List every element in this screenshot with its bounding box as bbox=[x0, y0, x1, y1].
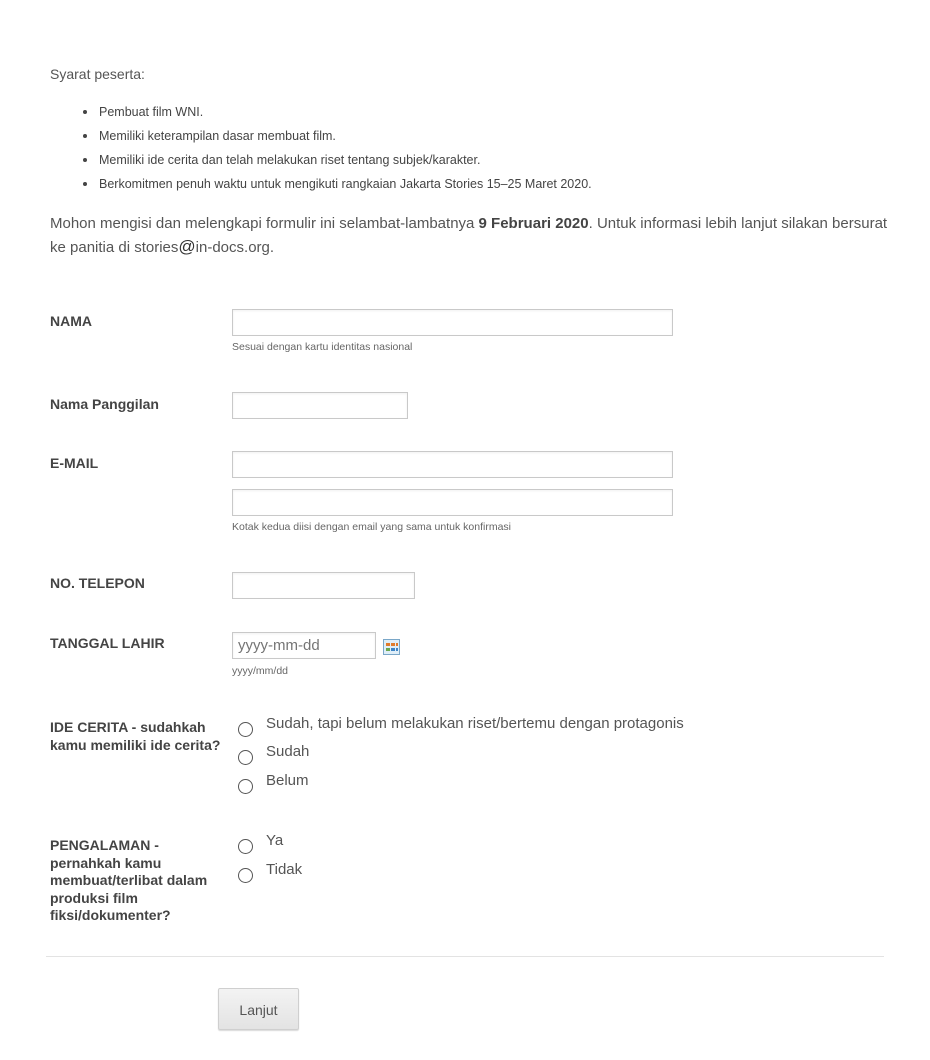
email-input[interactable] bbox=[232, 451, 673, 478]
radio-button[interactable] bbox=[238, 839, 253, 854]
at-symbol: @ bbox=[178, 237, 196, 256]
tanggal-input[interactable] bbox=[232, 632, 376, 659]
tanggal-help: yyyy/mm/dd bbox=[232, 665, 289, 677]
email-help: Kotak kedua diisi dengan email yang sama untuk konfirmasi bbox=[232, 521, 511, 533]
radio-button[interactable] bbox=[238, 750, 253, 765]
ide-option-3[interactable]: Belum bbox=[238, 772, 309, 792]
requirement-item: Pembuat film WNI. bbox=[50, 104, 592, 128]
telepon-input[interactable] bbox=[232, 572, 415, 599]
panggilan-label: Nama Panggilan bbox=[50, 396, 159, 412]
divider bbox=[46, 956, 884, 957]
radio-button[interactable] bbox=[238, 722, 253, 737]
nama-input[interactable] bbox=[232, 309, 673, 336]
requirement-item: Memiliki keterampilan dasar membuat film. bbox=[50, 128, 592, 152]
requirement-item: Memiliki ide cerita dan telah melakukan riset tentang subjek/karakter. bbox=[50, 152, 592, 176]
pengalaman-option-1[interactable]: Ya bbox=[238, 832, 283, 852]
ide-label: IDE CERITA - sudahkah kamu memiliki ide cerita? bbox=[50, 719, 221, 753]
email-domain: in-docs.org. bbox=[195, 239, 275, 256]
requirements-list bbox=[50, 104, 592, 200]
deadline-date: 9 Februari 2020 bbox=[478, 215, 589, 232]
pengalaman-option-2[interactable]: Tidak bbox=[238, 861, 302, 881]
panggilan-input[interactable] bbox=[232, 392, 408, 419]
ide-option-2[interactable]: Sudah bbox=[238, 743, 309, 763]
requirements-title: Syarat peserta: bbox=[50, 66, 145, 82]
calendar-icon[interactable] bbox=[383, 639, 400, 655]
intro-text: Mohon mengisi dan melengkapi formulir ini selambat-lambatnya 9 Februari 2020. Untuk informasi lebih lanjut silakan bersurat ke panitia di stories@in-docs.org. bbox=[50, 215, 888, 256]
email-label: E-MAIL bbox=[50, 455, 99, 471]
tanggal-label: TANGGAL LAHIR bbox=[50, 635, 165, 651]
nama-help: Sesuai dengan kartu identitas nasional bbox=[232, 341, 413, 353]
nama-label: NAMA bbox=[50, 313, 92, 329]
radio-button[interactable] bbox=[238, 868, 253, 883]
pengalaman-label: PENGALAMAN - pernahkah kamu membuat/terlibat dalam produksi film fiksi/dokumenter? bbox=[50, 837, 208, 923]
radio-button[interactable] bbox=[238, 779, 253, 794]
ide-option-1[interactable]: Sudah, tapi belum melakukan riset/bertemu dengan protagonis bbox=[238, 715, 684, 735]
requirement-item: Berkomitmen penuh waktu untuk mengikuti rangkaian Jakarta Stories 15–25 Maret 2020. bbox=[50, 176, 592, 200]
email-confirm-input[interactable] bbox=[232, 489, 673, 516]
telepon-label: NO. TELEPON bbox=[50, 575, 145, 591]
lanjut-button[interactable]: Lanjut bbox=[218, 988, 299, 1030]
